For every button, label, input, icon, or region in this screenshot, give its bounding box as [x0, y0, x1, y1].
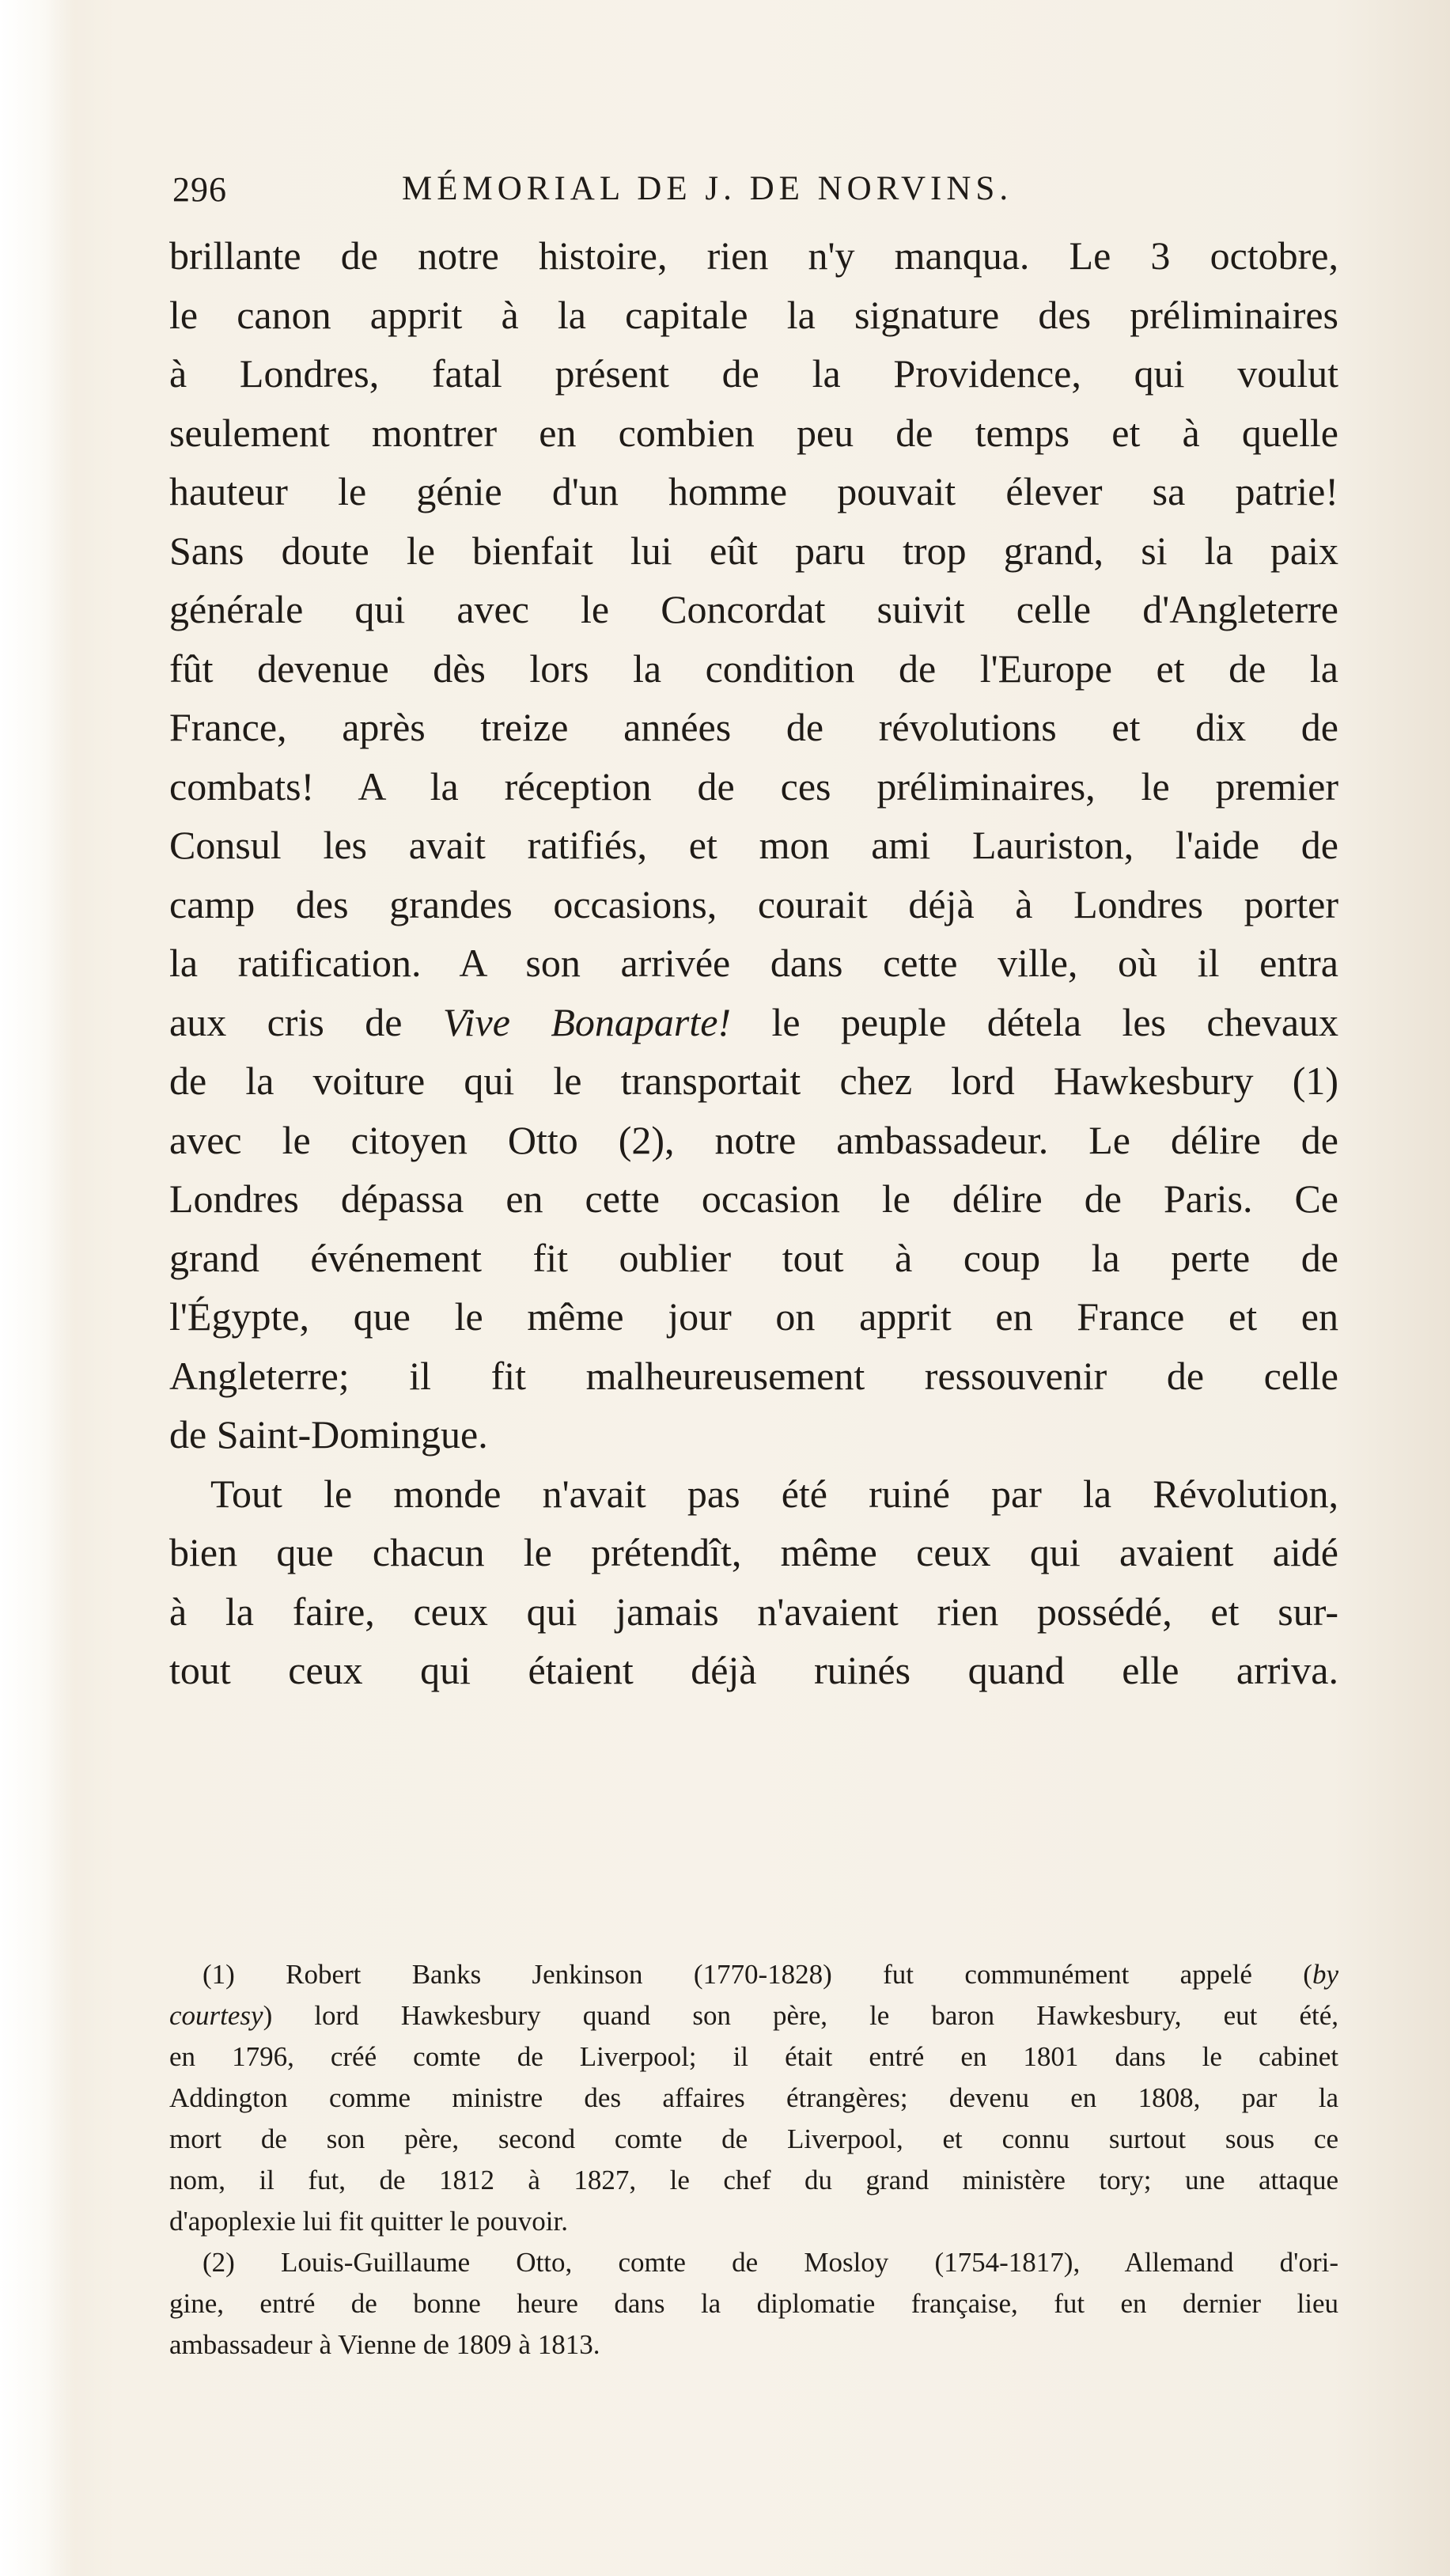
text-line: la ratification. A son arrivée dans cette ville, où il entra: [169, 941, 1338, 985]
text-line: avec le citoyen Otto (2), notre ambassadeur. Le délire de: [169, 1117, 1338, 1162]
text-line: de la voiture qui le transportait chez lord Hawkesbury (1): [169, 1059, 1338, 1103]
footnote-segment: ) lord Hawkesbury quand son père, le baron Hawkesbury, eut été,: [263, 2000, 1338, 2031]
text-line: grand événement fit oublier tout à coup la perte de: [169, 1235, 1338, 1280]
text-line: fût devenue dès lors la condition de l'Europe et de la: [169, 646, 1338, 691]
footnote-italic: by: [1312, 1959, 1338, 1990]
page-header: [172, 169, 1335, 217]
text-line: Londres dépassa en cette occasion le délire de Paris. Ce: [169, 1176, 1338, 1221]
text-line: France, après treize années de révolutions et dix de: [169, 705, 1338, 749]
text-line: de Saint-Domingue.: [169, 1412, 488, 1457]
footnote-line: ambassadeur à Vienne de 1809 à 1813.: [169, 2329, 600, 2360]
text-line: hauteur le génie d'un homme pouvait élever sa patrie!: [169, 469, 1338, 513]
main-text: [169, 226, 1338, 1700]
text-line: camp des grandes occasions, courait déjà à Londres porter: [169, 881, 1338, 926]
text-line: Consul les avait ratifiés, et mon ami Lauriston, l'aide de: [169, 823, 1338, 867]
text-line: tout ceux qui étaient déjà ruinés quand elle arriva.: [169, 1648, 1338, 1692]
text-line: Sans doute le bienfait lui eût paru trop grand, si la paix: [169, 528, 1338, 573]
text-line: à la faire, ceux qui jamais n'avaient rien possédé, et sur-: [169, 1589, 1338, 1634]
footnote-line: d'apoplexie lui fit quitter le pouvoir.: [169, 2206, 568, 2237]
footnote-line: [169, 1954, 1338, 1995]
footnote-line: nom, il fut, de 1812 à 1827, le chef du grand ministère tory; une attaque: [169, 2165, 1338, 2195]
italic-exclamation: Vive Bonaparte!: [442, 999, 732, 1044]
text-line: Tout le monde n'avait pas été ruiné par la Révolution,: [210, 1471, 1338, 1516]
text-line: combats! A la réception de ces préliminaires, le premier: [169, 763, 1338, 809]
footnote-line: mort de son père, second comte de Liverpool, et connu surtout sous ce: [169, 2123, 1338, 2154]
footnote-line: gine, entré de bonne heure dans la diplomatie française, fut en dernier lieu: [169, 2288, 1338, 2319]
footnote-line: en 1796, créé comte de Liverpool; il était entré en 1801 dans le cabinet: [169, 2041, 1338, 2072]
page-number: 296: [172, 170, 227, 209]
text-line: l'Égypte, que le même jour on apprit en France et en: [169, 1294, 1338, 1339]
text-line: le canon apprit à la capitale la signature des préliminaires: [169, 292, 1338, 337]
footnote-segment: (1) Robert Banks Jenkinson (1770-1828) fut communément appelé (: [203, 1959, 1312, 1990]
text-line: générale qui avec le Concordat suivit celle d'Angleterre: [169, 587, 1338, 631]
running-head: MÉMORIAL DE J. DE NORVINS.: [402, 170, 1013, 207]
footnotes: [169, 1954, 1338, 2366]
text-line: Angleterre; il fit malheureusement ressouvenir de celle: [169, 1353, 1338, 1398]
text-segment: aux cris de: [169, 999, 443, 1044]
text-line: brillante de notre histoire, rien n'y manqua. Le 3 octobre,: [169, 233, 1338, 278]
text-line: bien que chacun le prétendît, même ceux qui avaient aidé: [169, 1530, 1338, 1574]
page-edge: [0, 0, 75, 2576]
footnote-line: [169, 1995, 1338, 2036]
footnote-line: (2) Louis-Guillaume Otto, comte de Mosloy (1754-1817), Allemand d'ori-: [203, 2247, 1338, 2278]
text-segment: le peuple détela les chevaux: [731, 999, 1339, 1044]
text-line: seulement montrer en combien peu de temps et à quelle: [169, 410, 1338, 455]
footnote-italic: courtesy: [169, 2000, 263, 2031]
text-line-with-italic: [169, 993, 1338, 1052]
text-line: à Londres, fatal présent de la Providence, qui voulut: [169, 351, 1338, 396]
footnote-line: Addington comme ministre des affaires étrangères; devenu en 1808, par la: [169, 2082, 1338, 2113]
